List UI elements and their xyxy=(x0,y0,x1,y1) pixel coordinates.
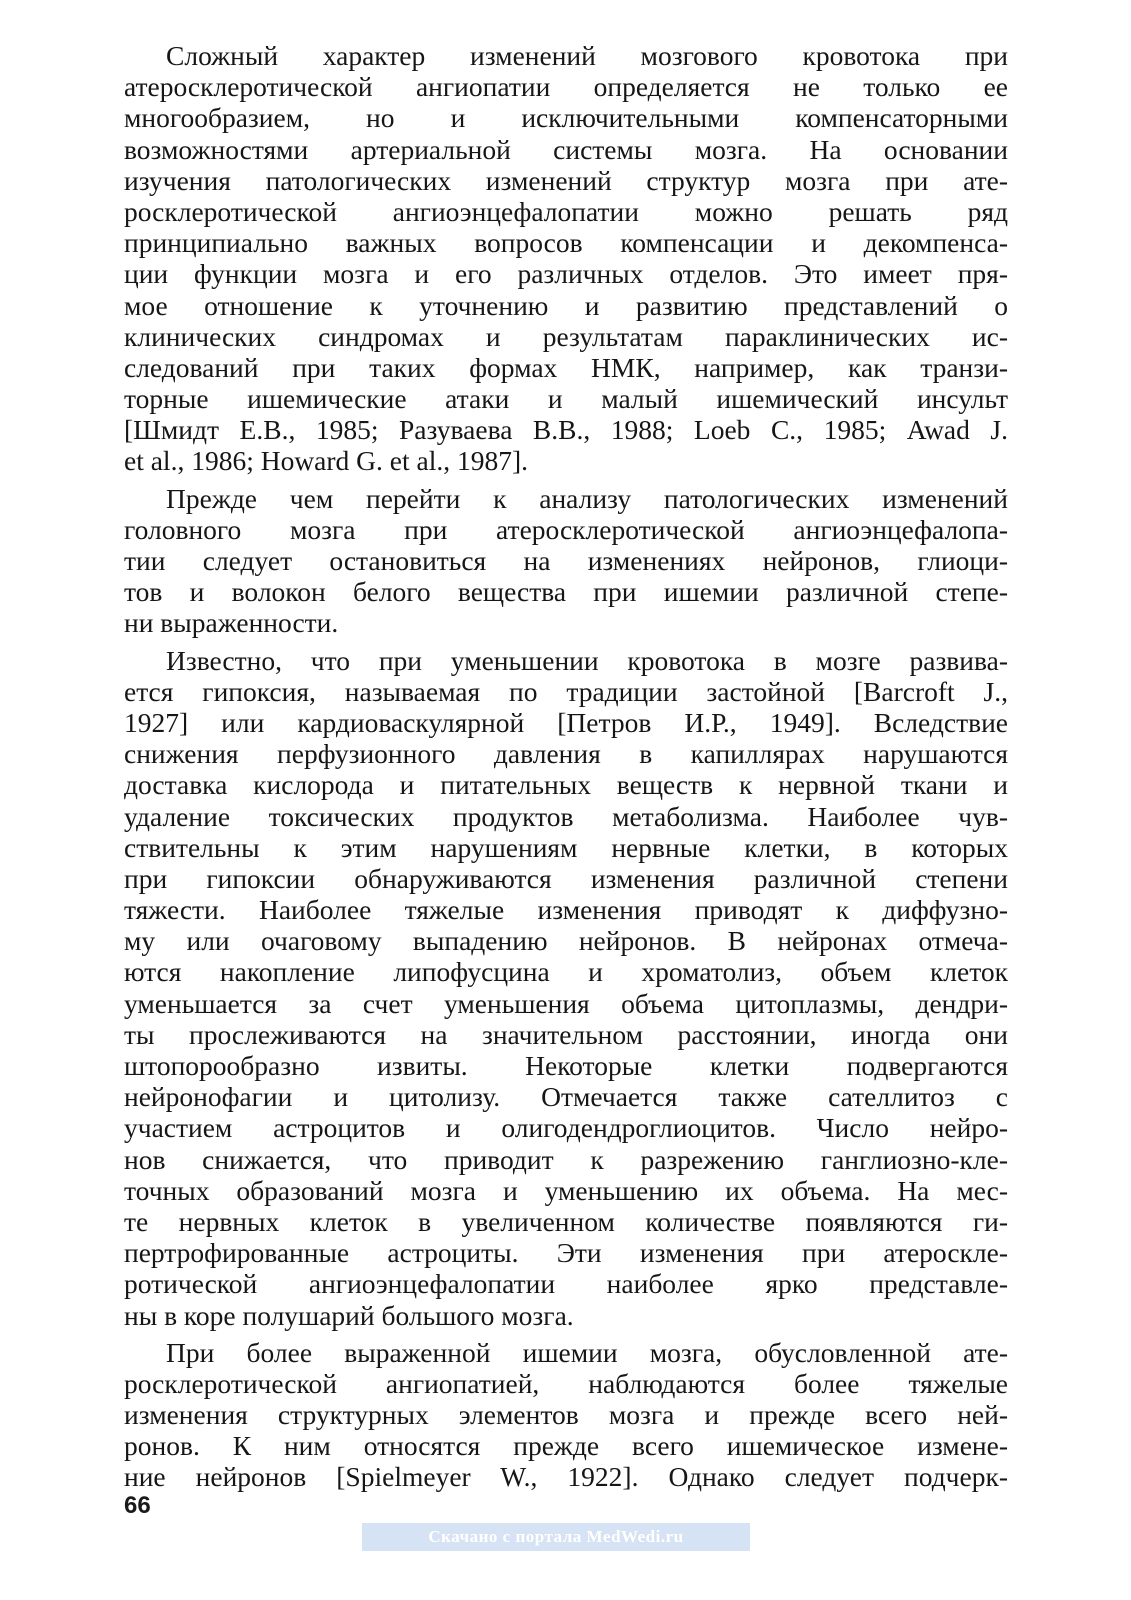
text-line: уменьшается за счет уменьшения объема цитоплазмы, дендри- xyxy=(124,987,1008,1019)
text-line: ствительны к этим нарушениям нервные клетки, в которых xyxy=(124,831,1008,863)
text-line: атеросклеротической ангиопатии определяется не только ее xyxy=(124,71,1008,103)
text-line: тии следует остановиться на изменениях нейронов, глиоци- xyxy=(124,545,1008,576)
text-line: участием астроцитов и олигодендроглиоцитов. Число нейро- xyxy=(124,1112,1008,1144)
text-line: те нервных клеток в увеличенном количестве появляются ги- xyxy=(124,1205,1008,1237)
text-line: клинических синдромах и результатам параклинических ис- xyxy=(124,320,1008,352)
text-line: при гипоксии обнаруживаются изменения различной степени xyxy=(124,862,1008,894)
paragraph xyxy=(124,1337,1008,1493)
text-line: ции функции мозга и его различных отделов. Это имеет пря- xyxy=(124,258,1008,290)
text-line: росклеротической ангиопатией, наблюдаются более тяжелые xyxy=(124,1367,1008,1399)
text-line: Прежде чем перейти к анализу патологических изменений xyxy=(166,482,1008,514)
text-line: При более выраженной ишемии мозга, обусловленной ате- xyxy=(166,1336,1008,1368)
text-line: ние нейронов [Spielmeyer W., 1922]. Однако следует подчерк- xyxy=(124,1461,1008,1493)
text-line: удаление токсических продуктов метаболизма. Наиболее чув- xyxy=(124,800,1008,832)
paragraph xyxy=(124,645,1008,1331)
text-line: ротической ангиоэнцефалопатии наиболее ярко представле- xyxy=(124,1268,1008,1300)
text-line: возможностями артериальной системы мозга. На основании xyxy=(124,133,1008,165)
text-line: многообразием, но и исключительными компенсаторными xyxy=(124,102,1008,134)
text-line: штопорообразно извиты. Некоторые клетки подвергаются xyxy=(124,1050,1008,1081)
text-line: росклеротической ангиоэнцефалопатии можно решать ряд xyxy=(124,195,1008,227)
text-line: Известно, что при уменьшении кровотока в мозге развива- xyxy=(166,644,1008,676)
text-line: ются накопление липофусцина и хроматолиз, объем клеток xyxy=(124,956,1008,988)
body-text xyxy=(124,40,1008,1499)
text-line: 1927] или кардиоваскулярной [Петров И.Р., 1949]. Вследствие xyxy=(124,706,1008,738)
text-line: тов и волокон белого вещества при ишемии различной степе- xyxy=(124,576,1008,608)
text-line: му или очаговому выпадению нейронов. В нейронах отмеча- xyxy=(124,925,1008,957)
text-line: головного мозга при атеросклеротической ангиоэнцефалопа- xyxy=(124,513,1008,545)
text-line: мое отношение к уточнению и развитию представлений о xyxy=(124,289,1008,321)
text-line: точных образований мозга и уменьшению их объема. На мес- xyxy=(124,1174,1008,1206)
text-line: изменения структурных элементов мозга и прежде всего ней- xyxy=(124,1399,1008,1431)
text-line: доставка кислорода и питательных веществ к нервной ткани и xyxy=(124,769,1008,801)
text-line: торные ишемические атаки и малый ишемический инсульт xyxy=(124,383,1008,415)
text-line: нов снижается, что приводит к разрежению ганглиозно-кле- xyxy=(124,1143,1008,1175)
text-line: тяжести. Наиболее тяжелые изменения приводят к диффузно- xyxy=(124,894,1008,926)
text-line: ны в коре полушарий большого мозга. xyxy=(124,1299,574,1331)
download-watermark: Скачано с портала MedWedi.ru xyxy=(362,1523,750,1551)
text-line: et al., 1986; Howard G. et al., 1987]. xyxy=(124,445,529,477)
text-line: следований при таких формах НМК, например, как транзи- xyxy=(124,351,1008,383)
text-line: ется гипоксия, называемая по традиции застойной [Barcroft J., xyxy=(124,675,1008,707)
text-line: ты прослеживаются на значительном расстоянии, иногда они xyxy=(124,1018,1008,1050)
text-line: изучения патологических изменений структур мозга при ате- xyxy=(124,164,1008,196)
text-line: принципиально важных вопросов компенсации и декомпенса- xyxy=(124,227,1008,259)
text-line: ронов. К ним относятся прежде всего ишемическое измене- xyxy=(124,1430,1008,1462)
text-line: снижения перфузионного давления в капиллярах нарушаются xyxy=(124,738,1008,770)
text-line: нейронофагии и цитолизу. Отмечается также сателлитоз с xyxy=(124,1081,1008,1113)
page-number: 66 xyxy=(124,1492,151,1519)
text-line: Сложный характер изменений мозгового кровотока при xyxy=(166,40,1008,71)
text-line: пертрофированные астроциты. Эти изменения при атероскле- xyxy=(124,1237,1008,1269)
text-line: [Шмидт Е.В., 1985; Разуваева В.В., 1988; Loeb С., 1985; Awad J. xyxy=(124,414,1008,446)
text-line: ни выраженности. xyxy=(124,607,339,639)
paragraph xyxy=(124,483,1008,639)
paragraph xyxy=(124,40,1008,477)
